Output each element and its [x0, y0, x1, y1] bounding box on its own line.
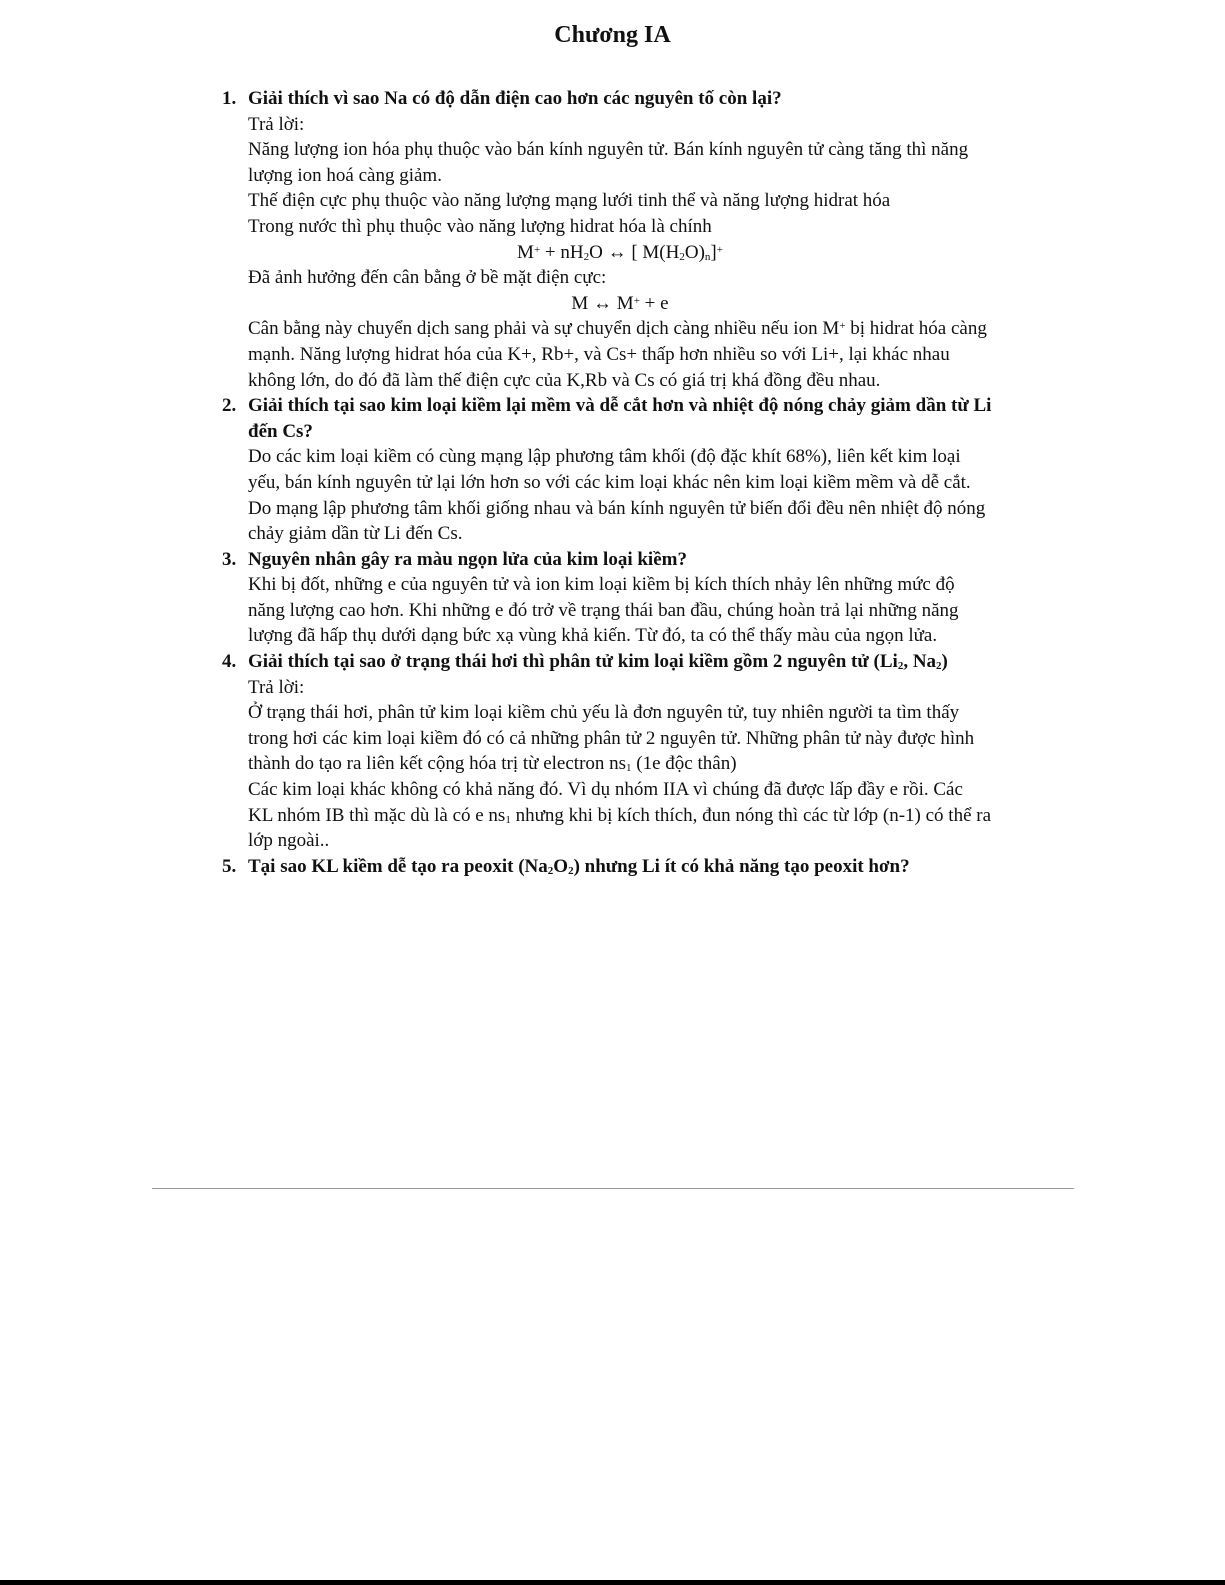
- question-number: 3.: [222, 548, 237, 570]
- paragraph: Do các kim loại kiềm có cùng mạng lập phương tâm khối (độ đặc khít 68%), liên kết kim loại yếu, bán kính nguyên tử lại lớn hơn so với các kim loại khác nên kim loại kiềm mềm và dễ cắt.: [248, 446, 971, 493]
- paragraph: Năng lượng ion hóa phụ thuộc vào bán kính nguyên tử. Bán kính nguyên tử càng tăng thì năng lượng ion hoá càng giảm.: [248, 139, 969, 186]
- answer-label: Trả lời:: [248, 676, 305, 698]
- question-number: 1.: [222, 88, 237, 109]
- question-1: [222, 86, 992, 112]
- question-text: Tại sao KL kiềm dễ tạo ra peoxit $(Na_2O_2)$ nhưng Li ít có khả năng tạo peoxit hơn?: [248, 855, 910, 877]
- paragraph: Khi bị đốt, những e của nguyên tử và ion kim loại kiềm bị kích thích nhảy lên những mức độ năng lượng cao hơn. Khi những e đó trở về trạng thái ban đầu, chúng hoàn trả lại những năng lượng đã hấp thụ dưới dạng bức xạ vùng khả kiến. Từ đó, ta có thể thấy màu của ngọn lửa.: [248, 574, 959, 647]
- question-4: [222, 649, 992, 675]
- document-body: [222, 86, 992, 879]
- question-text: Nguyên nhân gây ra màu ngọn lửa của kim loại kiềm?: [248, 548, 687, 570]
- paragraph: Do mạng lập phương tâm khối giống nhau và bán kính nguyên tử biến đổi đều nên nhiệt độ nóng chảy giảm dần từ Li đến Cs.: [248, 497, 986, 545]
- question-number: 2.: [222, 395, 237, 417]
- question-3: [222, 547, 992, 573]
- paragraph: Ở trạng thái hơi, phân tử kim loại kiềm chủ yếu là đơn nguyên tử, tuy nhiên người ta tìm thấy trong hơi các kim loại kiềm đó có cả những phân tử 2 nguyên tử. Những phân tử này được hình thành do tạo ra liên kết cộng hóa trị từ electron $ns_1$ (1e độc thân): [248, 702, 975, 775]
- question-5: [222, 854, 992, 880]
- page-title: Chương IA: [554, 22, 671, 48]
- equation-ionization: M ↔ M+ + e: [571, 292, 669, 314]
- question-text: Giải thích tại sao ở trạng thái hơi thì phân tử kim loại kiềm gồm 2 nguyên tử ($Li_2$, $Na_2$): [248, 651, 948, 673]
- paragraph: Đã ảnh hưởng đến cân bằng ở bề mặt điện cực:: [248, 267, 607, 289]
- equation-hydration: $M^+ + nH_2O$ ↔ [ $M(H_2O)_n]^+$: [517, 241, 723, 263]
- question-number: 5.: [222, 855, 237, 877]
- question-2: [222, 393, 992, 444]
- paragraph: Các kim loại khác không có khả năng đó. Vì dụ nhóm IIA vì chúng đã được lấp đầy e rồi. Các KL nhóm IB thì mặc dù là có e $ns_1$ nhưng khi bị kích thích, đun nóng thì các từ lớp (n-1) có thể ra lớp ngoài..: [248, 779, 992, 852]
- question-text: Giải thích tại sao kim loại kiềm lại mềm và dễ cắt hơn và nhiệt độ nóng chảy giảm dần từ Li đến Cs?: [248, 395, 992, 442]
- paragraph: Thế điện cực phụ thuộc vào năng lượng mạng lưới tinh thể và năng lượng hidrat hóa: [248, 190, 891, 212]
- page-divider: [152, 1188, 1074, 1189]
- paragraph: Trong nước thì phụ thuộc vào năng lượng hidrat hóa là chính: [248, 215, 712, 237]
- answer-label: Trả lời:: [248, 113, 305, 135]
- bottom-edge-bar: [0, 1580, 1225, 1585]
- question-number: 4.: [222, 651, 237, 673]
- paragraph: Cân bằng này chuyển dịch sang phải và sự chuyển dịch càng nhiều nếu ion M+ bị hidrat hóa càng mạnh. Năng lượng hidrat hóa của K+, Rb+, và Cs+ thấp hơn nhiều so với Li+, lại khác nhau không lớn, do đó đã làm thế điện cực của K,Rb và Cs có giá trị khá đồng đều nhau.: [248, 318, 987, 391]
- question-text: Giải thích vì sao Na có độ dẫn điện cao hơn các nguyên tố còn lại?: [248, 88, 782, 109]
